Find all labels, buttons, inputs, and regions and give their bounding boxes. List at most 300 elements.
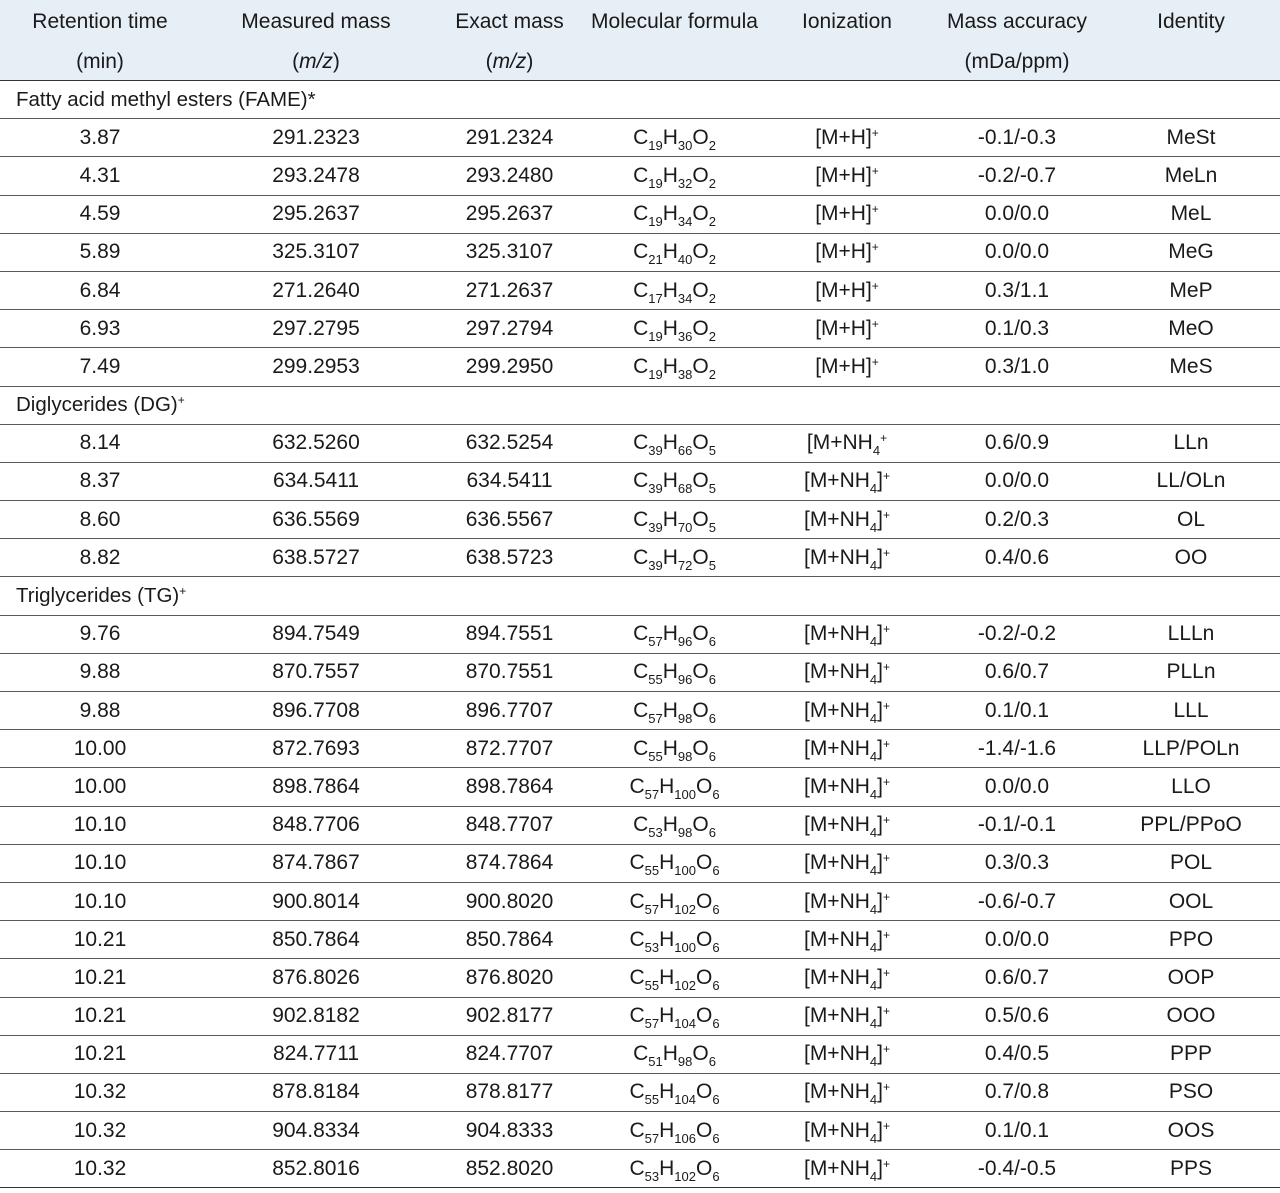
formula-element: C <box>633 813 649 837</box>
header-empty <box>1102 44 1280 81</box>
retention-time-cell: 10.00 <box>0 730 200 768</box>
formula-count: 19 <box>648 137 663 153</box>
ion-subscript: 4 <box>869 863 878 879</box>
formula-count: 6 <box>708 672 716 688</box>
section-title-text: Diglycerides (DG) <box>16 393 178 417</box>
formula-count: 5 <box>708 557 716 573</box>
exact-mass-cell: 898.7864 <box>432 768 587 806</box>
ionization-cell <box>762 1035 932 1073</box>
table-row <box>0 1112 1280 1150</box>
ionization-cell <box>762 1150 932 1188</box>
formula-element: O <box>695 927 713 951</box>
mass-accuracy-cell: 0.1/0.1 <box>932 1112 1102 1150</box>
molecular-formula-cell <box>587 1073 762 1111</box>
mass-accuracy-cell: -0.2/-0.2 <box>932 615 1102 653</box>
formula-element: H <box>659 1118 675 1142</box>
table-row <box>0 882 1280 920</box>
formula-element: O <box>692 316 709 340</box>
formula-count: 57 <box>644 1016 660 1032</box>
measured-mass-cell: 874.7867 <box>200 844 432 882</box>
formula-count: 57 <box>644 901 660 917</box>
formula-count: 34 <box>677 214 693 230</box>
table-row <box>0 119 1280 157</box>
formula-element: O <box>692 698 709 722</box>
identity-cell: OOL <box>1102 882 1280 920</box>
ionization-cell <box>762 310 932 348</box>
section-title-sup: + <box>177 393 185 408</box>
formula-count: 38 <box>677 366 693 382</box>
table-row <box>0 730 1280 768</box>
measured-mass-cell: 878.8184 <box>200 1073 432 1111</box>
ion-subscript: 4 <box>869 1092 878 1108</box>
exact-mass-cell: 848.7707 <box>432 806 587 844</box>
section-header-row <box>0 81 1280 119</box>
identity-cell: MeSt <box>1102 119 1280 157</box>
ion-prefix: [M+NH <box>803 965 870 989</box>
ion-charge: + <box>883 622 891 637</box>
molecular-formula-cell <box>587 539 762 577</box>
header-retention-time-unit: (min) <box>0 44 200 81</box>
formula-count: 57 <box>644 1130 660 1146</box>
molecular-formula-cell <box>587 348 762 386</box>
identity-cell: LLLn <box>1102 615 1280 653</box>
formula-element: H <box>662 660 678 684</box>
table-row <box>0 157 1280 195</box>
formula-count: 6 <box>712 863 720 879</box>
formula-element: O <box>695 851 713 875</box>
formula-count: 57 <box>648 634 663 650</box>
mass-accuracy-cell: 0.6/0.7 <box>932 959 1102 997</box>
ion-subscript: 4 <box>869 1130 878 1146</box>
retention-time-cell: 9.88 <box>0 653 200 691</box>
exact-mass-cell: 271.2637 <box>432 271 587 309</box>
table-row <box>0 501 1280 539</box>
section-title-text: Triglycerides (TG) <box>16 584 180 608</box>
identity-cell: PLLn <box>1102 653 1280 691</box>
formula-count: 6 <box>708 1054 716 1070</box>
ionization-cell <box>762 271 932 309</box>
formula-element: C <box>629 851 645 875</box>
retention-time-cell: 8.60 <box>0 501 200 539</box>
table-row <box>0 424 1280 462</box>
ion-charge: + <box>883 1042 891 1057</box>
formula-count: 6 <box>712 939 720 955</box>
identity-cell: MeP <box>1102 271 1280 309</box>
ion-prefix: [M+H] <box>815 163 872 187</box>
formula-count: 98 <box>677 1054 693 1070</box>
mass-accuracy-cell: -0.6/-0.7 <box>932 882 1102 920</box>
ion-prefix: [M+H] <box>815 125 872 149</box>
identity-cell: MeL <box>1102 195 1280 233</box>
ion-suffix: ] <box>877 889 883 913</box>
formula-count: 6 <box>708 825 716 841</box>
ion-charge: + <box>883 1080 891 1095</box>
ion-prefix: [M+H] <box>815 240 872 264</box>
table-row <box>0 692 1280 730</box>
exact-mass-cell: 874.7864 <box>432 844 587 882</box>
retention-time-cell: 10.32 <box>0 1073 200 1111</box>
ionization-cell <box>762 692 932 730</box>
formula-element: O <box>695 965 713 989</box>
formula-count: 39 <box>648 557 663 573</box>
measured-mass-cell: 900.8014 <box>200 882 432 920</box>
molecular-formula-cell <box>587 615 762 653</box>
identity-cell: PSO <box>1102 1073 1280 1111</box>
ionization-cell <box>762 997 932 1035</box>
formula-count: 100 <box>674 863 696 879</box>
ion-charge: + <box>883 698 891 713</box>
mz-label: m/z <box>299 50 333 73</box>
table-row <box>0 806 1280 844</box>
mass-accuracy-cell: 0.2/0.3 <box>932 501 1102 539</box>
ion-subscript: 4 <box>869 1054 878 1070</box>
ion-subscript: 4 <box>869 481 878 497</box>
formula-count: 30 <box>677 137 693 153</box>
ion-prefix: [M+NH <box>803 507 870 531</box>
ion-prefix: [M+NH <box>803 545 870 569</box>
formula-count: 6 <box>712 1130 720 1146</box>
ionization-cell <box>762 806 932 844</box>
formula-count: 39 <box>648 443 663 459</box>
ion-subscript: 4 <box>869 977 878 993</box>
exact-mass-cell: 293.2480 <box>432 157 587 195</box>
ion-subscript: 4 <box>869 672 878 688</box>
ion-charge: + <box>883 469 891 484</box>
ion-prefix: [M+NH <box>806 431 873 455</box>
formula-element: H <box>662 507 678 531</box>
formula-element: C <box>629 927 645 951</box>
ion-subscript: 4 <box>869 1168 878 1184</box>
formula-count: 53 <box>648 825 663 841</box>
ionization-cell <box>762 501 932 539</box>
identity-cell: LLO <box>1102 768 1280 806</box>
formula-count: 19 <box>648 175 663 191</box>
mass-accuracy-cell: 0.3/1.0 <box>932 348 1102 386</box>
molecular-formula-cell <box>587 501 762 539</box>
molecular-formula-cell <box>587 462 762 500</box>
ion-charge: + <box>871 125 879 140</box>
formula-element: C <box>633 125 649 149</box>
ion-prefix: [M+NH <box>803 813 870 837</box>
exact-mass-cell: 870.7551 <box>432 653 587 691</box>
ion-prefix: [M+H] <box>815 202 872 226</box>
formula-element: C <box>633 240 649 264</box>
table-row <box>0 539 1280 577</box>
exact-mass-cell: 894.7551 <box>432 615 587 653</box>
formula-count: 6 <box>708 710 716 726</box>
formula-element: H <box>659 889 675 913</box>
ion-subscript: 4 <box>869 710 878 726</box>
retention-time-cell: 10.00 <box>0 768 200 806</box>
formula-element: O <box>692 660 709 684</box>
formula-count: 2 <box>708 214 716 230</box>
formula-count: 55 <box>648 748 663 764</box>
ionization-cell <box>762 882 932 920</box>
formula-count: 2 <box>708 137 716 153</box>
formula-element: H <box>662 163 678 187</box>
formula-count: 39 <box>648 519 663 535</box>
identity-cell: OOS <box>1102 1112 1280 1150</box>
ionization-cell <box>762 233 932 271</box>
measured-mass-cell: 896.7708 <box>200 692 432 730</box>
measured-mass-cell: 636.5569 <box>200 501 432 539</box>
formula-element: O <box>695 1004 713 1028</box>
measured-mass-cell: 297.2795 <box>200 310 432 348</box>
formula-element: C <box>633 163 649 187</box>
molecular-formula-cell <box>587 1150 762 1188</box>
measured-mass-cell: 904.8334 <box>200 1112 432 1150</box>
mass-accuracy-cell: -0.1/-0.3 <box>932 119 1102 157</box>
table-row <box>0 615 1280 653</box>
retention-time-cell: 8.82 <box>0 539 200 577</box>
mass-accuracy-cell: 0.4/0.6 <box>932 539 1102 577</box>
ion-subscript: 4 <box>869 786 878 802</box>
measured-mass-cell: 291.2323 <box>200 119 432 157</box>
mass-accuracy-cell: -1.4/-1.6 <box>932 730 1102 768</box>
formula-count: 6 <box>712 1016 720 1032</box>
formula-count: 2 <box>708 328 716 344</box>
formula-count: 51 <box>648 1054 663 1070</box>
formula-element: H <box>662 469 678 493</box>
retention-time-cell: 10.32 <box>0 1150 200 1188</box>
exact-mass-cell: 634.5411 <box>432 462 587 500</box>
mz-label: m/z <box>492 50 527 73</box>
mass-accuracy-cell: 0.1/0.3 <box>932 310 1102 348</box>
formula-element: H <box>662 240 678 264</box>
formula-count: 2 <box>708 175 716 191</box>
ion-suffix: ] <box>877 927 883 951</box>
formula-element: C <box>629 1118 645 1142</box>
molecular-formula-cell <box>587 310 762 348</box>
molecular-formula-cell <box>587 882 762 920</box>
ion-suffix: ] <box>877 1156 883 1180</box>
section-header-row <box>0 577 1280 615</box>
ionization-cell <box>762 653 932 691</box>
molecular-formula-cell <box>587 119 762 157</box>
identity-cell: PPO <box>1102 921 1280 959</box>
identity-cell: LL/OLn <box>1102 462 1280 500</box>
formula-count: 55 <box>644 1092 660 1108</box>
exact-mass-cell: 872.7707 <box>432 730 587 768</box>
table-row <box>0 233 1280 271</box>
header-retention-time: Retention time <box>32 10 168 33</box>
ion-suffix: ] <box>877 660 883 684</box>
ion-prefix: [M+NH <box>803 698 870 722</box>
ion-charge: + <box>883 774 891 789</box>
ionization-cell <box>762 424 932 462</box>
measured-mass-cell: 850.7864 <box>200 921 432 959</box>
identity-cell: LLL <box>1102 692 1280 730</box>
formula-element: O <box>692 622 709 646</box>
header-empty <box>762 44 932 81</box>
molecular-formula-cell <box>587 959 762 997</box>
formula-count: 100 <box>674 939 696 955</box>
measured-mass-cell: 271.2640 <box>200 271 432 309</box>
formula-element: H <box>662 813 678 837</box>
header-empty <box>587 44 762 81</box>
formula-count: 2 <box>708 252 716 268</box>
formula-element: C <box>629 774 645 798</box>
ion-charge: + <box>883 660 891 675</box>
table-row <box>0 348 1280 386</box>
formula-count: 6 <box>712 1092 720 1108</box>
header-identity: Identity <box>1157 10 1225 33</box>
molecular-formula-cell <box>587 730 762 768</box>
formula-count: 5 <box>708 443 716 459</box>
formula-count: 55 <box>648 672 663 688</box>
ion-suffix: ] <box>877 622 883 646</box>
identity-cell: MeLn <box>1102 157 1280 195</box>
ion-prefix: [M+NH <box>803 622 870 646</box>
mass-accuracy-cell: 0.6/0.9 <box>932 424 1102 462</box>
header-measured-mass: Measured mass <box>241 10 391 33</box>
header-mass-accuracy-unit: (mDa/ppm) <box>932 44 1102 81</box>
table-row <box>0 921 1280 959</box>
formula-element: O <box>692 507 709 531</box>
mass-accuracy-cell: 0.0/0.0 <box>932 921 1102 959</box>
formula-count: 106 <box>674 1130 696 1146</box>
ionization-cell <box>762 1073 932 1111</box>
retention-time-cell: 8.14 <box>0 424 200 462</box>
table-row <box>0 271 1280 309</box>
exact-mass-cell: 824.7707 <box>432 1035 587 1073</box>
formula-count: 6 <box>712 977 720 993</box>
table-row <box>0 768 1280 806</box>
exact-mass-cell: 878.8177 <box>432 1073 587 1111</box>
ion-prefix: [M+H] <box>815 354 872 378</box>
retention-time-cell: 6.93 <box>0 310 200 348</box>
identity-cell: POL <box>1102 844 1280 882</box>
molecular-formula-cell <box>587 768 762 806</box>
formula-element: C <box>633 660 649 684</box>
retention-time-cell: 4.59 <box>0 195 200 233</box>
ion-charge: + <box>883 813 891 828</box>
header-exact-mass-unit: (m/z) <box>432 44 587 81</box>
formula-element: O <box>692 354 709 378</box>
table-row <box>0 653 1280 691</box>
identity-cell: MeO <box>1102 310 1280 348</box>
formula-element: C <box>633 736 649 760</box>
identity-cell: MeG <box>1102 233 1280 271</box>
retention-time-cell: 8.37 <box>0 462 200 500</box>
measured-mass-cell: 638.5727 <box>200 539 432 577</box>
formula-count: 102 <box>674 1168 696 1184</box>
ion-charge: + <box>883 507 891 522</box>
ion-charge: + <box>883 1004 891 1019</box>
header-mass-accuracy: Mass accuracy <box>946 10 1088 33</box>
ion-prefix: [M+NH <box>803 1042 870 1066</box>
measured-mass-cell: 876.8026 <box>200 959 432 997</box>
ionization-cell <box>762 730 932 768</box>
formula-element: O <box>692 278 709 302</box>
formula-element: H <box>659 1080 675 1104</box>
formula-element: C <box>633 698 649 722</box>
measured-mass-cell: 848.7706 <box>200 806 432 844</box>
formula-element: O <box>692 125 709 149</box>
formula-count: 34 <box>677 290 693 306</box>
ion-subscript: 4 <box>869 901 878 917</box>
ionization-cell <box>762 615 932 653</box>
formula-count: 55 <box>644 977 660 993</box>
molecular-formula-cell <box>587 921 762 959</box>
formula-element: O <box>692 240 709 264</box>
ion-charge: + <box>880 431 888 446</box>
formula-count: 6 <box>712 786 720 802</box>
header-exact-mass: Exact mass <box>455 10 564 33</box>
mass-accuracy-cell: 0.6/0.7 <box>932 653 1102 691</box>
ion-subscript: 4 <box>869 1016 878 1032</box>
formula-element: C <box>633 354 649 378</box>
formula-count: 19 <box>648 214 663 230</box>
formula-element: H <box>659 851 675 875</box>
ion-subscript: 4 <box>869 825 878 841</box>
ion-suffix: ] <box>877 1080 883 1104</box>
exact-mass-cell: 299.2950 <box>432 348 587 386</box>
formula-element: H <box>659 927 675 951</box>
retention-time-cell: 4.31 <box>0 157 200 195</box>
formula-count: 55 <box>644 863 660 879</box>
formula-count: 68 <box>677 481 693 497</box>
ionization-cell <box>762 1112 932 1150</box>
measured-mass-cell: 293.2478 <box>200 157 432 195</box>
formula-count: 57 <box>644 786 660 802</box>
ion-prefix: [M+NH <box>803 469 870 493</box>
formula-count: 6 <box>712 1168 720 1184</box>
table-header <box>0 0 1280 81</box>
formula-element: H <box>662 622 678 646</box>
section-title <box>0 577 1280 615</box>
table-row <box>0 844 1280 882</box>
exact-mass-cell: 638.5723 <box>432 539 587 577</box>
formula-element: O <box>692 431 709 455</box>
formula-count: 53 <box>644 939 660 955</box>
exact-mass-cell: 900.8020 <box>432 882 587 920</box>
ion-prefix: [M+NH <box>803 851 870 875</box>
exact-mass-cell: 876.8020 <box>432 959 587 997</box>
retention-time-cell: 9.76 <box>0 615 200 653</box>
retention-time-cell: 10.10 <box>0 844 200 882</box>
measured-mass-cell: 295.2637 <box>200 195 432 233</box>
identity-cell: PPL/PPoO <box>1102 806 1280 844</box>
mass-accuracy-cell: 0.3/0.3 <box>932 844 1102 882</box>
header-measured-mass-unit: (m/z) <box>200 44 432 81</box>
ionization-cell <box>762 462 932 500</box>
exact-mass-cell: 295.2637 <box>432 195 587 233</box>
mass-accuracy-cell: -0.1/-0.1 <box>932 806 1102 844</box>
formula-count: 5 <box>708 519 716 535</box>
retention-time-cell: 3.87 <box>0 119 200 157</box>
formula-count: 66 <box>677 443 693 459</box>
formula-element: H <box>662 1042 678 1066</box>
retention-time-cell: 10.21 <box>0 921 200 959</box>
formula-element: C <box>633 545 649 569</box>
formula-count: 2 <box>708 290 716 306</box>
ionization-cell <box>762 195 932 233</box>
formula-element: O <box>695 889 713 913</box>
formula-count: 6 <box>708 748 716 764</box>
mass-accuracy-cell: -0.2/-0.7 <box>932 157 1102 195</box>
mass-accuracy-cell: 0.0/0.0 <box>932 462 1102 500</box>
formula-element: C <box>633 469 649 493</box>
header-molecular-formula: Molecular formula <box>591 10 758 33</box>
ion-charge: + <box>883 927 891 942</box>
ion-prefix: [M+NH <box>803 927 870 951</box>
ion-prefix: [M+NH <box>803 736 870 760</box>
section-title-sup: + <box>179 584 187 599</box>
formula-count: 6 <box>708 634 716 650</box>
formula-element: H <box>662 698 678 722</box>
formula-count: 70 <box>677 519 693 535</box>
